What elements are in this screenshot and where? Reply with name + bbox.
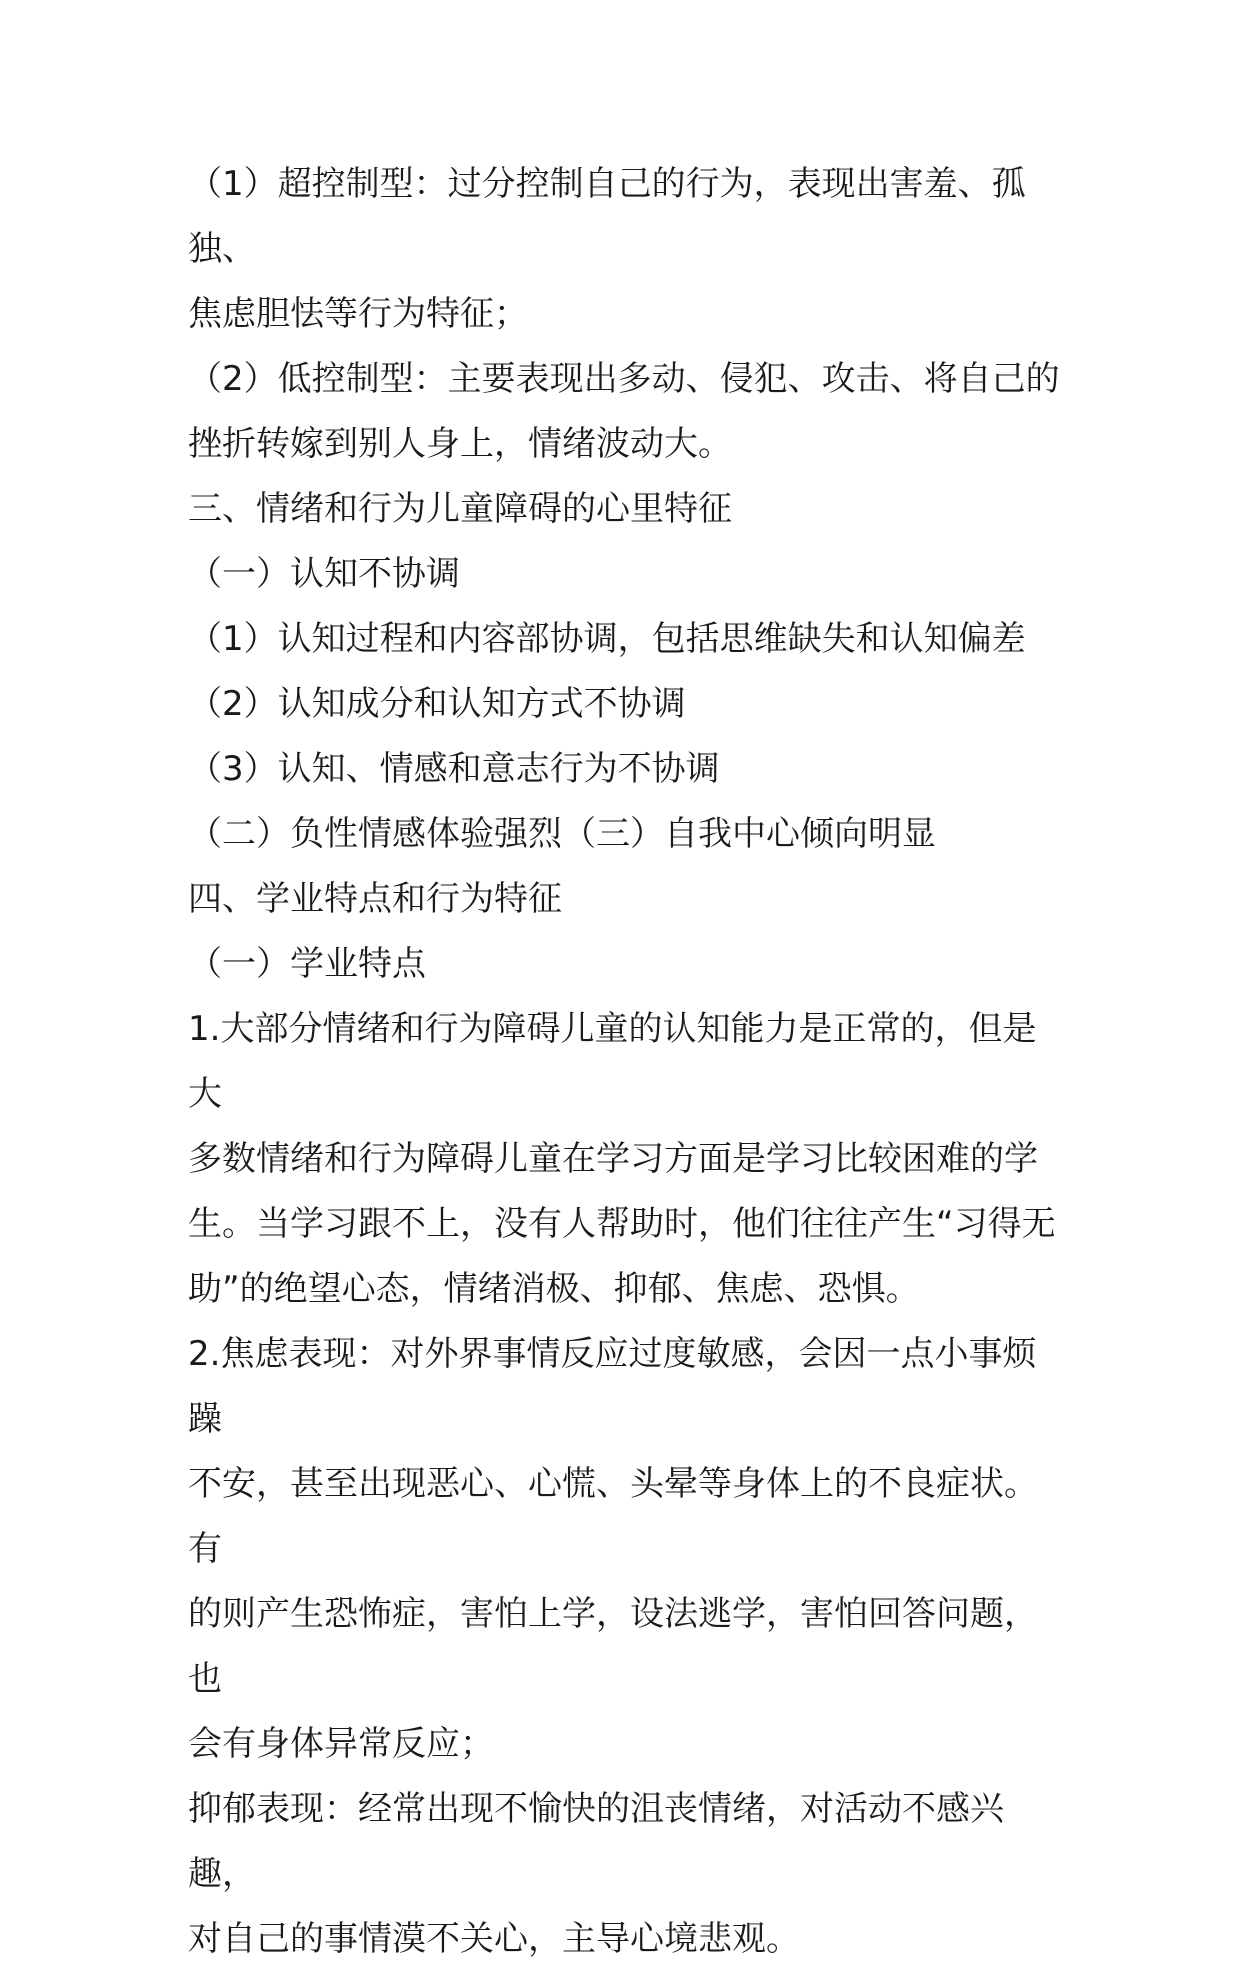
text-line: 的则产生恐怖症，害怕上学，设法逃学，害怕回答问题，也 [188, 1594, 1038, 1699]
text-line: 三、情绪和行为儿童障碍的心里特征 [188, 489, 732, 529]
heading-section-3 [188, 477, 1066, 542]
text-line: （1）认知过程和内容部协调，包括思维缺失和认知偏差 [188, 619, 1026, 659]
paragraph-point-1 [188, 997, 1066, 1322]
document-body [188, 152, 1066, 1972]
text-line: （2）低控制型：主要表现出多动、侵犯、攻击、将自己的 [188, 359, 1060, 399]
text-line: 1.大部分情绪和行为障碍儿童的认知能力是正常的，但是大 [188, 1009, 1037, 1114]
text-line: （二）负性情感体验强烈（三）自我中心倾向明显 [188, 814, 936, 854]
text-line: 多数情绪和行为障碍儿童在学习方面是学习比较困难的学 [188, 1139, 1038, 1179]
text-line: （1）超控制型：过分控制自己的行为，表现出害羞、孤独、 [188, 164, 1026, 269]
text-line: 不安，甚至出现恶心、心慌、头晕等身体上的不良症状。有 [188, 1464, 1038, 1569]
text-line: 2.焦虑表现：对外界事情反应过度敏感，会因一点小事烦躁 [188, 1334, 1037, 1439]
text-line: （一）学业特点 [188, 944, 426, 984]
paragraph-under-control-type [188, 347, 1066, 477]
subheading-cognitive-incoordination [188, 542, 1066, 607]
paragraph-point-2-anxiety [188, 1322, 1066, 1777]
text-line: （一）认知不协调 [188, 554, 460, 594]
list-item-cognitive-2 [188, 672, 1066, 737]
text-line: 助”的绝望心态，情绪消极、抑郁、焦虑、恐惧。 [188, 1269, 920, 1309]
text-line: 生。当学习跟不上，没有人帮助时，他们往往产生“习得无 [188, 1204, 1056, 1244]
text-line: （2）认知成分和认知方式不协调 [188, 684, 686, 724]
text-line: 挫折转嫁到别人身上，情绪波动大。 [188, 424, 732, 464]
text-line: 抑郁表现：经常出现不愉快的沮丧情绪，对活动不感兴趣， [188, 1789, 1004, 1894]
text-line: 焦虑胆怯等行为特征； [188, 294, 528, 334]
text-line: 对自己的事情漠不关心，主导心境悲观。 [188, 1919, 800, 1959]
list-item-cognitive-1 [188, 607, 1066, 672]
text-line: 四、学业特点和行为特征 [188, 879, 562, 919]
list-item-cognitive-3 [188, 737, 1066, 802]
paragraph-depression [188, 1777, 1066, 1972]
heading-section-4 [188, 867, 1066, 932]
text-line: （3）认知、情感和意志行为不协调 [188, 749, 720, 789]
paragraph-over-control-type [188, 152, 1066, 347]
subheading-academic-features [188, 932, 1066, 997]
subheading-negative-emotion-egocentric [188, 802, 1066, 867]
text-line: 会有身体异常反应； [188, 1724, 494, 1764]
